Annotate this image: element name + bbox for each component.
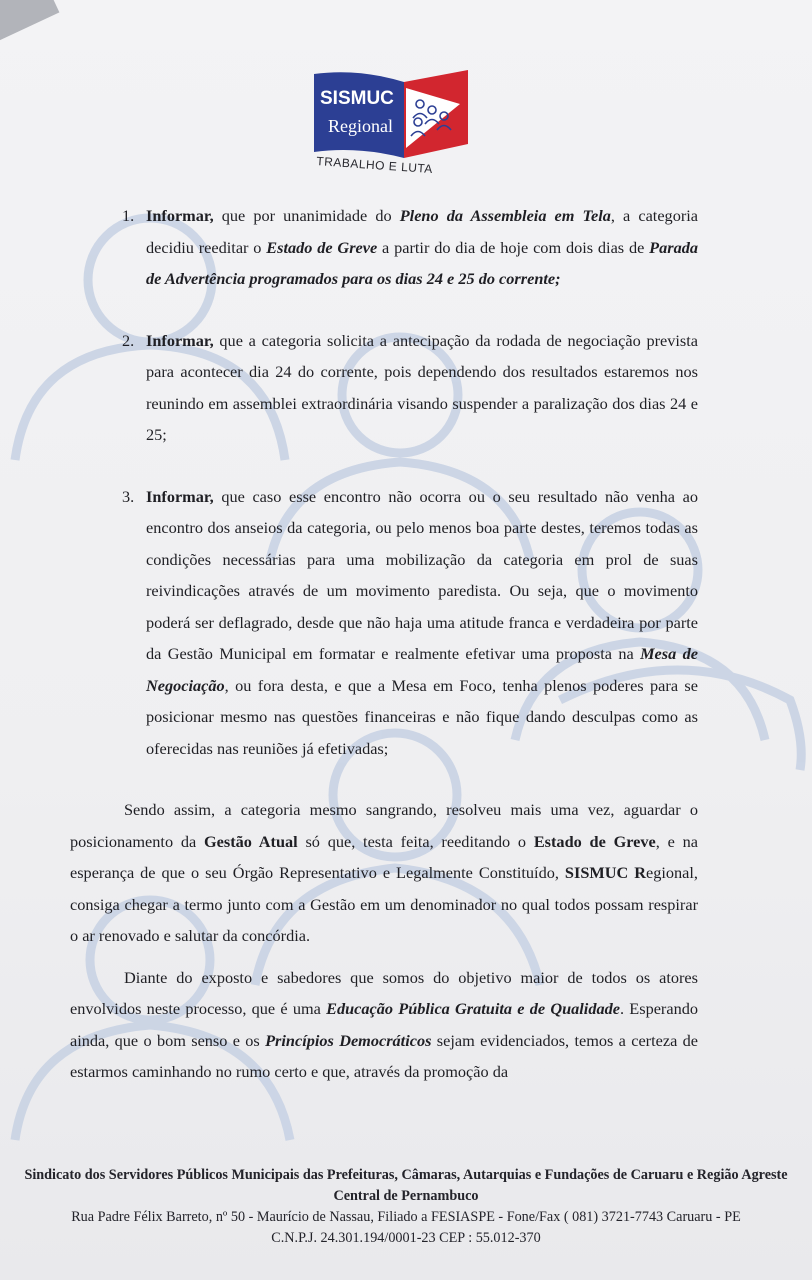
sismuc-logo — [308, 66, 478, 184]
body-paragraph — [70, 794, 698, 952]
text-segment: Parada de Advertência programados para os dias 24 e 25 do corrente; — [146, 237, 699, 288]
text-segment: que a categoria solicita a antecipação da rodada de negociação prevista para acontecer dia 24 do corrente, pois dependendo dos resultados estaremos nos reunindo em assemblei extraordinária visando suspender a paralização dos dias 24 e 25; — [146, 330, 698, 444]
text-segment: , e na esperança de que o seu Órgão Representativo e Legalmente Constituído, — [70, 831, 698, 882]
list-item-text — [146, 325, 698, 451]
text-segment: , a categoria decidiu reeditar o — [146, 206, 699, 257]
text-segment: egional, consiga chegar a termo junto com a Gestão em um denominador no qual todos possam respirar o ar renovado e salutar da concórdia. — [70, 863, 698, 945]
logo-slogan: TRABALHO E LUTA — [315, 154, 434, 177]
list-item-text — [146, 200, 698, 295]
list-item-text — [146, 481, 698, 765]
text-segment: Estado de Greve — [533, 831, 656, 851]
text-segment: Princípios Democráticos — [265, 1030, 432, 1050]
footer-region: Central de Pernambuco — [333, 1188, 479, 1204]
text-segment: Informar, — [146, 486, 214, 506]
footer-union-name: Sindicato dos Servidores Públicos Municipais das Prefeituras, Câmaras, Autarquias e Fundações de Caruaru e Região Agreste — [24, 1167, 788, 1183]
text-segment: só que, testa feita, reeditando o — [297, 831, 534, 851]
list-item — [70, 481, 698, 765]
footer-cnpj: C.N.P.J. 24.301.194/0001-23 CEP : 55.012-370 — [271, 1230, 541, 1246]
text-segment: que por unanimidade do — [213, 206, 400, 225]
footer-address: Rua Padre Félix Barreto, nº 50 - Maurício de Nassau, Filiado a FESIASPE - Fone/Fax ( 081) 3721-7743 Caruaru - PE — [71, 1209, 741, 1225]
logo-sub: Regional — [328, 116, 393, 136]
text-segment: Educação Pública Gratuita e de Qualidade — [326, 999, 620, 1018]
body-paragraphs — [70, 794, 698, 1088]
text-segment: Diante do exposto e sabedores que somos do objetivo maior de todos os atores envolvidos neste processo, que é uma — [70, 967, 698, 1018]
list-item — [70, 200, 698, 295]
text-segment: SISMUC R — [564, 863, 646, 882]
body-paragraph — [70, 962, 698, 1088]
text-segment: , ou fora desta, e que a Mesa em Foco, tenha plenos poderes para se posicionar mesmo nas questões financeiras e não fique dando desculpas como as oferecidas nas reuniões já efetivadas; — [146, 675, 698, 758]
list-item-number: 1. — [122, 206, 135, 225]
text-segment: Pleno da Assembleia em Tela — [399, 206, 611, 225]
document-body — [70, 200, 698, 1098]
text-segment: a partir do dia de hoje com dois dias de — [377, 237, 650, 257]
text-segment: Gestão Atual — [204, 831, 298, 851]
text-segment: Sendo assim, a categoria mesmo sangrando, resolveu mais uma vez, aguardar o posicionamento da — [70, 800, 698, 851]
text-segment: que caso esse encontro não ocorra ou o seu resultado não venha ao encontro dos anseios da categoria, ou pelo menos boa parte destes, teremos todas as condições necessárias para uma mobilização da categoria em prol de suas reivindicações através de um movimento paredista. Ou seja, que o movimento poderá ser deflagrado, desde que não haja uma atitude franca e verdadeira por parte da Gestão Municipal em formatar e realmente efetivar uma proposta na — [146, 486, 698, 663]
text-segment: Informar, — [146, 330, 214, 350]
list-item-number: 2. — [122, 330, 135, 350]
numbered-list — [70, 200, 698, 764]
text-segment: Estado de Greve — [266, 237, 378, 257]
text-segment: sejam evidenciados, temos a certeza de estarmos caminhando no rumo certo e que, através da promoção da — [70, 1030, 699, 1081]
list-item-number: 3. — [122, 486, 135, 506]
text-segment: Informar, — [146, 206, 214, 225]
text-segment: Mesa de Negociação — [146, 644, 698, 695]
logo-name: SISMUC — [320, 88, 394, 109]
letterhead-footer — [0, 1165, 812, 1249]
list-item — [70, 325, 698, 451]
text-segment: . Esperando ainda, que o bom senso e os — [70, 999, 699, 1050]
